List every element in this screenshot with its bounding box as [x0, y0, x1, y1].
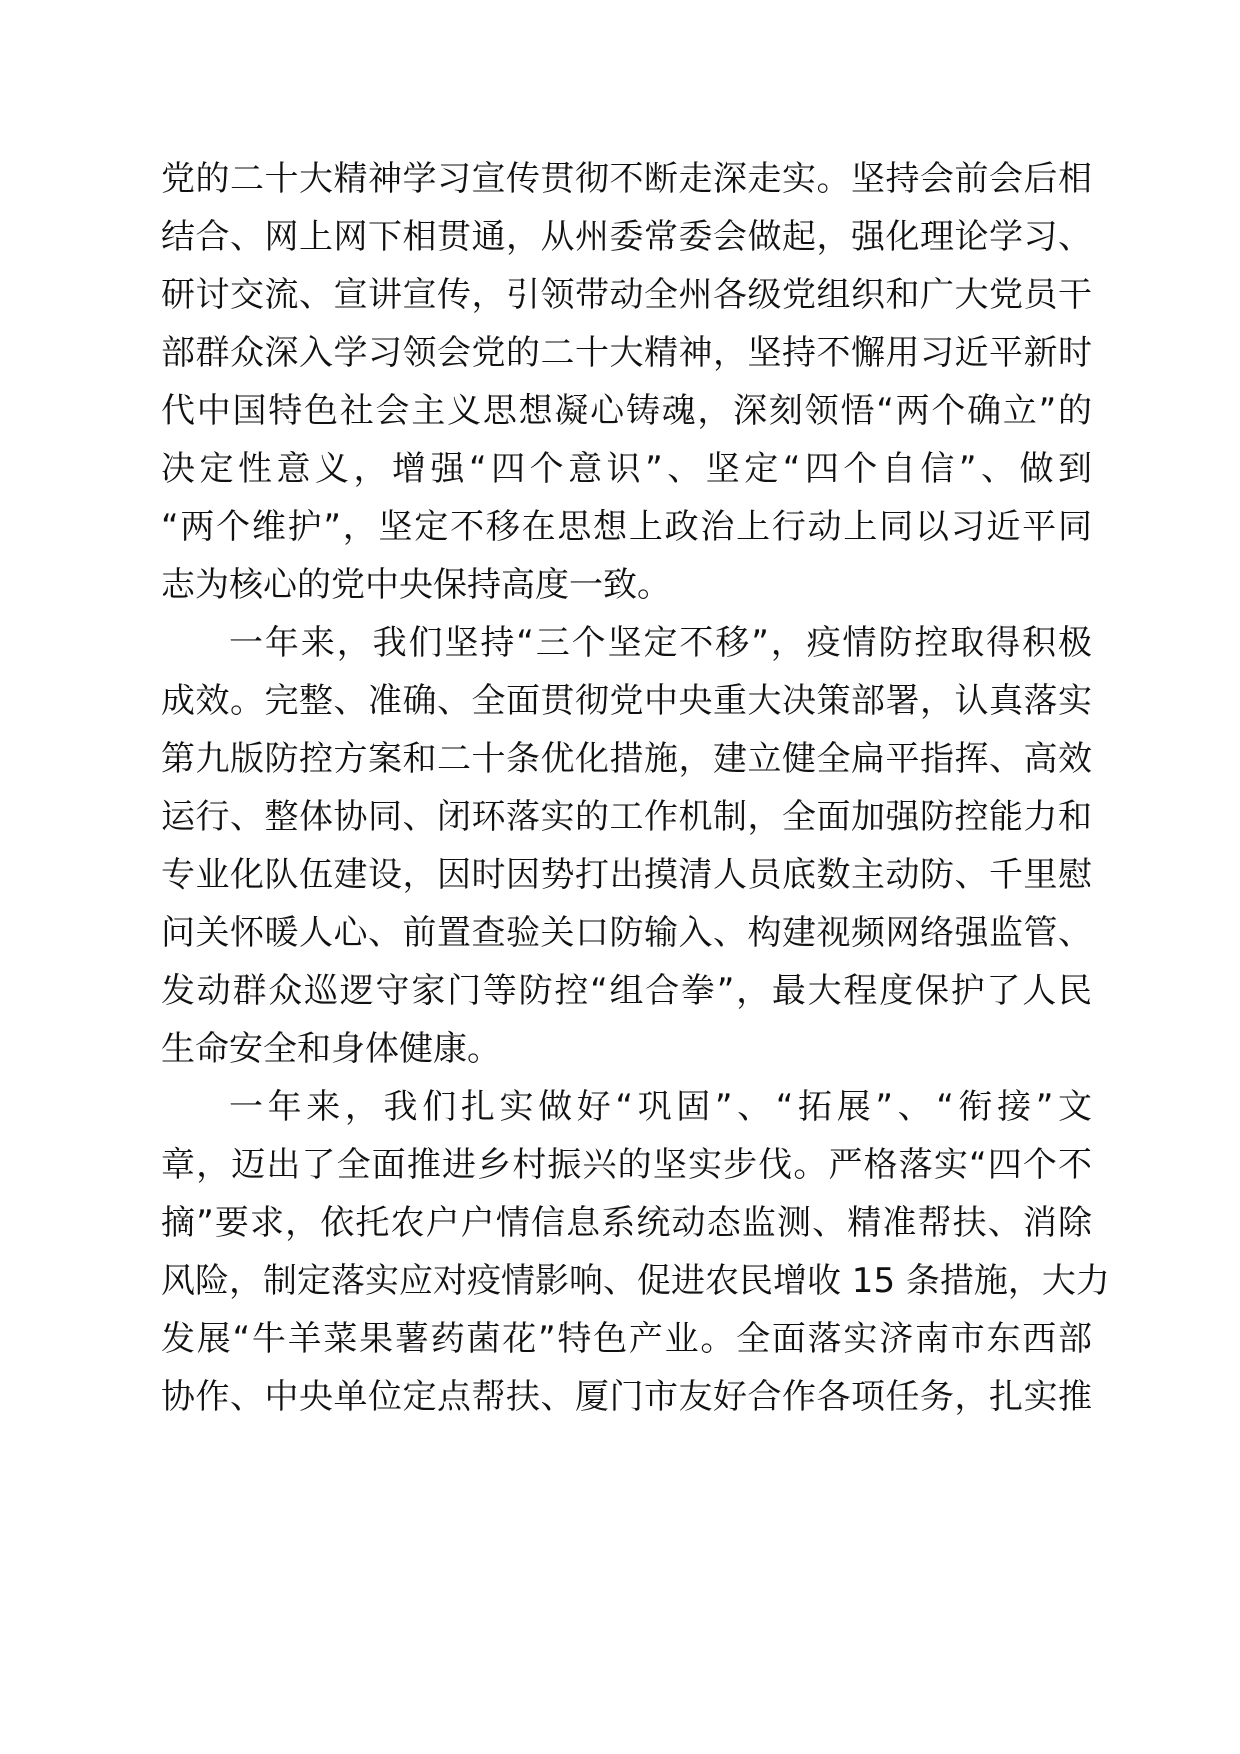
paragraph-2-line-6: 问关怀暖人心、前置查验关口防输入、构建视频网络强监管、	[161, 913, 1092, 953]
paragraph-1-line-1: 党的二十大精神学习宣传贯彻不断走深走实。坚持会前会后相	[161, 159, 1092, 199]
paragraph-1-line-6: 决定性意义，增强“四个意识”、坚定“四个自信”、做到	[161, 449, 1092, 489]
paragraph-2-line-3: 第九版防控方案和二十条优化措施，建立健全扁平指挥、高效	[161, 739, 1092, 779]
paragraph-2-line-5: 专业化队伍建设，因时因势打出摸清人员底数主动防、千里慰	[161, 855, 1092, 895]
paragraph-2-line-2: 成效。完整、准确、全面贯彻党中央重大决策部署，认真落实	[161, 681, 1092, 721]
paragraph-2-line-4: 运行、整体协同、闭环落实的工作机制，全面加强防控能力和	[161, 797, 1092, 837]
paragraph-3-line-2: 章，迈出了全面推进乡村振兴的坚实步伐。严格落实“四个不	[161, 1145, 1092, 1185]
paragraph-3-line-5: 发展“牛羊菜果薯药菌花”特色产业。全面落实济南市东西部	[161, 1319, 1092, 1359]
paragraph-1-line-4: 部群众深入学习领会党的二十大精神，坚持不懈用习近平新时	[161, 333, 1092, 373]
paragraph-1-line-8: 志为核心的党中央保持高度一致。	[161, 565, 671, 605]
paragraph-2-line-1: 一年来，我们坚持“三个坚定不移”，疫情防控取得积极	[229, 623, 1092, 663]
paragraph-3-line-1: 一年来，我们扎实做好“巩固”、“拓展”、“衔接”文	[229, 1087, 1092, 1127]
paragraph-1-line-5: 代中国特色社会主义思想凝心铸魂，深刻领悟“两个确立”的	[161, 391, 1092, 431]
paragraph-3-line-6: 协作、中央单位定点帮扶、厦门市友好合作各项任务，扎实推	[161, 1377, 1092, 1417]
paragraph-1-line-2: 结合、网上网下相贯通，从州委常委会做起，强化理论学习、	[161, 217, 1092, 257]
paragraph-3-line-3: 摘”要求，依托农户户情信息系统动态监测、精准帮扶、消除	[161, 1203, 1092, 1243]
paragraph-3-line-4: 风险，制定落实应对疫情影响、促进农民增收 15 条措施，大力	[161, 1261, 1110, 1301]
paragraph-1-line-3: 研讨交流、宣讲宣传，引领带动全州各级党组织和广大党员干	[161, 275, 1092, 315]
paragraph-2-line-8: 生命安全和身体健康。	[161, 1029, 501, 1069]
paragraph-1-line-7: “两个维护”，坚定不移在思想上政治上行动上同以习近平同	[161, 507, 1092, 547]
paragraph-2-line-7: 发动群众巡逻守家门等防控“组合拳”，最大程度保护了人民	[161, 971, 1092, 1011]
